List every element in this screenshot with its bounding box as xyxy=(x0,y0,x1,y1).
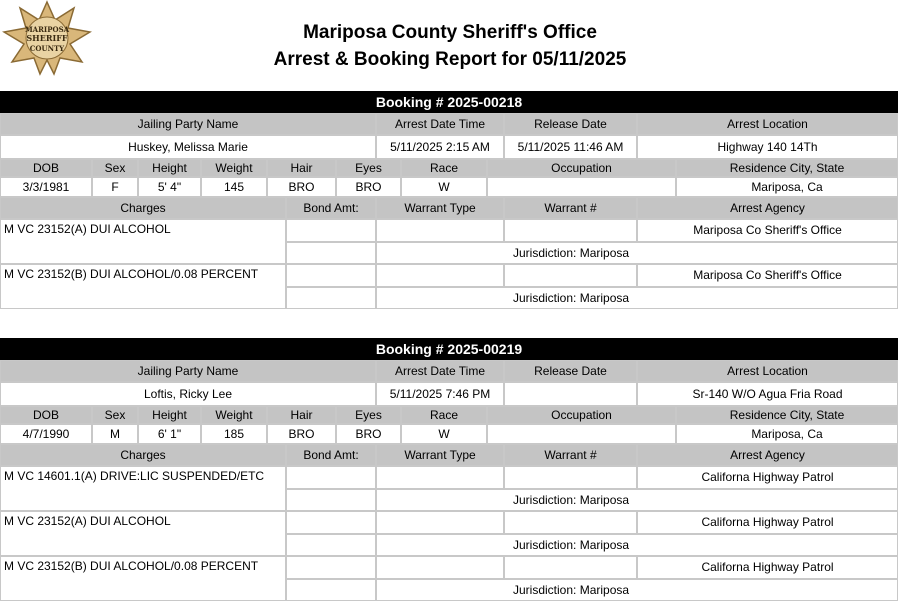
warrant-number-header: Warrant # xyxy=(504,197,637,219)
jurisdiction: Jurisdiction: Mariposa xyxy=(376,287,898,310)
sex-header: Sex xyxy=(92,406,138,424)
occupation-value xyxy=(487,424,676,444)
bond-value xyxy=(286,264,376,287)
arrest-datetime-header: Arrest Date Time xyxy=(376,360,504,382)
charge-row xyxy=(0,511,898,556)
jailing-party-name: Huskey, Melissa Marie xyxy=(0,135,376,159)
height-value: 5' 4" xyxy=(138,177,201,197)
jailing-party-header: Jailing Party Name xyxy=(0,113,376,135)
warrant-type-value xyxy=(376,264,504,287)
race-header: Race xyxy=(401,159,487,177)
jurisdiction: Jurisdiction: Mariposa xyxy=(376,534,898,557)
weight-value: 145 xyxy=(201,177,267,197)
bond-header: Bond Amt: xyxy=(286,444,376,466)
occupation-header: Occupation xyxy=(487,406,676,424)
arrest-datetime-header: Arrest Date Time xyxy=(376,113,504,135)
release-date-header: Release Date xyxy=(504,113,637,135)
charge-text: M VC 23152(B) DUI ALCOHOL/0.08 PERCENT xyxy=(0,556,286,601)
charge-row xyxy=(0,219,898,264)
report-title: Mariposa County Sheriff's Office xyxy=(303,22,597,43)
warrant-type-value xyxy=(376,219,504,242)
bond-header: Bond Amt: xyxy=(286,197,376,219)
dob-header: DOB xyxy=(0,406,92,424)
bond-empty xyxy=(286,534,376,557)
charge-row xyxy=(0,466,898,511)
charge-text: M VC 23152(A) DUI ALCOHOL xyxy=(0,511,286,556)
residence-header: Residence City, State xyxy=(676,159,898,177)
warrant-type-value xyxy=(376,511,504,534)
release-date: 5/11/2025 11:46 AM xyxy=(504,135,637,159)
badge-text-top: MARIPOSA xyxy=(24,25,70,34)
charge-text: M VC 23152(B) DUI ALCOHOL/0.08 PERCENT xyxy=(0,264,286,309)
warrant-number-value xyxy=(504,219,637,242)
residence-header: Residence City, State xyxy=(676,406,898,424)
jailing-party-name: Loftis, Ricky Lee xyxy=(0,382,376,406)
warrant-type-header: Warrant Type xyxy=(376,197,504,219)
warrant-number-header: Warrant # xyxy=(504,444,637,466)
weight-value: 185 xyxy=(201,424,267,444)
bond-value xyxy=(286,466,376,489)
residence-value: Mariposa, Ca xyxy=(676,177,898,197)
eyes-header: Eyes xyxy=(336,159,401,177)
release-date-header: Release Date xyxy=(504,360,637,382)
charge-text: M VC 14601.1(A) DRIVE:LIC SUSPENDED/ETC xyxy=(0,466,286,511)
warrant-number-value xyxy=(504,556,637,579)
dob-value: 4/7/1990 xyxy=(0,424,92,444)
occupation-header: Occupation xyxy=(487,159,676,177)
warrant-number-value xyxy=(504,466,637,489)
bond-empty xyxy=(286,489,376,512)
dob-value: 3/3/1981 xyxy=(0,177,92,197)
booking-block xyxy=(0,338,898,601)
race-header: Race xyxy=(401,406,487,424)
warrant-number-value xyxy=(504,264,637,287)
eyes-value: BRO xyxy=(336,177,401,197)
charges-header: Charges xyxy=(0,197,286,219)
release-date xyxy=(504,382,637,406)
arrest-location: Highway 140 14Th xyxy=(637,135,898,159)
jurisdiction: Jurisdiction: Mariposa xyxy=(376,242,898,265)
warrant-type-value xyxy=(376,466,504,489)
sex-value: M xyxy=(92,424,138,444)
jurisdiction: Jurisdiction: Mariposa xyxy=(376,489,898,512)
arrest-agency-header: Arrest Agency xyxy=(637,444,898,466)
arrest-location-header: Arrest Location xyxy=(637,113,898,135)
race-value: W xyxy=(401,424,487,444)
booking-block xyxy=(0,91,898,309)
arrest-agency-header: Arrest Agency xyxy=(637,197,898,219)
bond-value xyxy=(286,556,376,579)
bond-value xyxy=(286,219,376,242)
arrest-location-header: Arrest Location xyxy=(637,360,898,382)
bond-value xyxy=(286,511,376,534)
weight-header: Weight xyxy=(201,406,267,424)
warrant-number-value xyxy=(504,511,637,534)
booking-heading: Booking # 2025-00219 xyxy=(0,338,898,360)
arrest-location: Sr-140 W/O Agua Fria Road xyxy=(637,382,898,406)
badge-text-middle: SHERIFF xyxy=(26,33,68,43)
weight-header: Weight xyxy=(201,159,267,177)
arrest-agency-value: Californa Highway Patrol xyxy=(637,556,898,579)
eyes-value: BRO xyxy=(336,424,401,444)
arrest-agency-value: Californa Highway Patrol xyxy=(637,466,898,489)
warrant-type-value xyxy=(376,556,504,579)
booking-heading: Booking # 2025-00218 xyxy=(0,91,898,113)
jurisdiction: Jurisdiction: Mariposa xyxy=(376,579,898,602)
height-value: 6' 1" xyxy=(138,424,201,444)
hair-header: Hair xyxy=(267,159,336,177)
hair-value: BRO xyxy=(267,177,336,197)
charges-header: Charges xyxy=(0,444,286,466)
arrest-agency-value: Californa Highway Patrol xyxy=(637,511,898,534)
race-value: W xyxy=(401,177,487,197)
jailing-party-header: Jailing Party Name xyxy=(0,360,376,382)
arrest-datetime: 5/11/2025 2:15 AM xyxy=(376,135,504,159)
badge-text-bottom: COUNTY xyxy=(29,44,65,53)
arrest-agency-value: Mariposa Co Sheriff's Office xyxy=(637,264,898,287)
sex-value: F xyxy=(92,177,138,197)
height-header: Height xyxy=(138,406,201,424)
bond-empty xyxy=(286,287,376,310)
bond-empty xyxy=(286,242,376,265)
residence-value: Mariposa, Ca xyxy=(676,424,898,444)
arrest-agency-value: Mariposa Co Sheriff's Office xyxy=(637,219,898,242)
arrest-datetime: 5/11/2025 7:46 PM xyxy=(376,382,504,406)
hair-value: BRO xyxy=(267,424,336,444)
eyes-header: Eyes xyxy=(336,406,401,424)
charge-row xyxy=(0,556,898,601)
height-header: Height xyxy=(138,159,201,177)
hair-header: Hair xyxy=(267,406,336,424)
charge-row xyxy=(0,264,898,309)
warrant-type-header: Warrant Type xyxy=(376,444,504,466)
dob-header: DOB xyxy=(0,159,92,177)
occupation-value xyxy=(487,177,676,197)
sex-header: Sex xyxy=(92,159,138,177)
bond-empty xyxy=(286,579,376,602)
report-subtitle: Arrest & Booking Report for 05/11/2025 xyxy=(273,49,627,70)
charge-text: M VC 23152(A) DUI ALCOHOL xyxy=(0,219,286,264)
